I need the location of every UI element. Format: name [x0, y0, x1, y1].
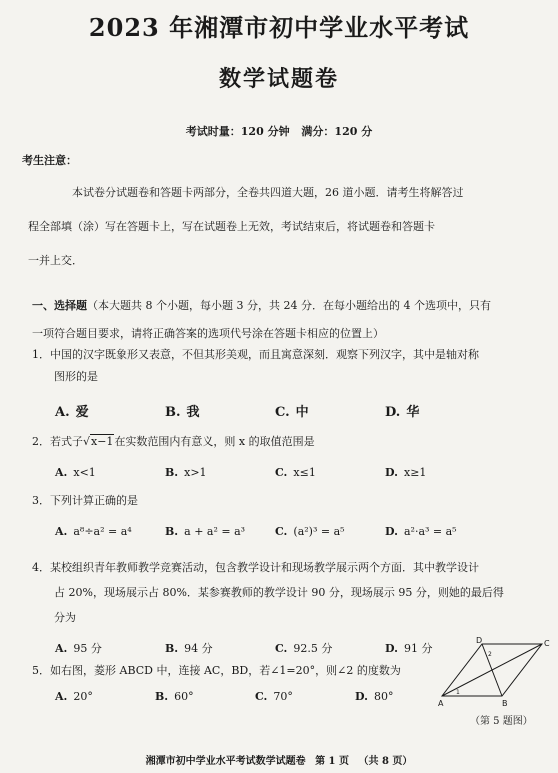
score-label: 满分：120 分 — [301, 125, 373, 138]
q2-options — [55, 466, 535, 479]
q1-option-d[interactable]: D. 华 — [385, 405, 420, 420]
q3-option-a[interactable]: A. a⁸÷a² = a⁴ — [55, 525, 132, 538]
section-desc-line1: （本大题共 8 个小题，每小题 3 分，共 24 分．在每小题给出的 4 个选项中，只有 — [87, 299, 491, 312]
question-1 — [32, 344, 542, 388]
q2-radicand: x−1 — [91, 435, 114, 448]
time-label: 考试时量：120 分钟 — [185, 125, 290, 138]
q1-option-b[interactable]: B. 我 — [165, 405, 200, 420]
q4-option-c[interactable]: C. 92.5 分 — [275, 642, 333, 655]
q2-option-b[interactable]: B. x>1 — [165, 466, 207, 479]
exam-meta — [0, 123, 558, 139]
footer-title: 湘潭市初中学业水平考试数学试题卷 — [145, 756, 306, 767]
q4-option-b[interactable]: B. 94 分 — [165, 642, 213, 655]
footer-page: 第 1 页 — [315, 756, 349, 767]
q3-option-c[interactable]: C. (a²)³ = a⁵ — [275, 525, 345, 538]
question-4 — [32, 555, 542, 630]
figure-caption: （第 5 题图） — [470, 716, 533, 727]
notice-heading: 考生注意： — [22, 154, 77, 167]
notice-line: 本试卷分试题卷和答题卡两部分，全卷共四道大题，26 道小题．请考生将解答过 — [72, 186, 464, 199]
q2-option-a[interactable]: A. x<1 — [55, 466, 96, 479]
q1-options — [55, 401, 535, 420]
exam-title: 2023 年湘潭市初中学业水平考试 — [88, 13, 470, 42]
q4-line2: 占 20%，现场展示占 80%．某参赛教师的教学设计 90 分，现场展示 95 分，则她的最后得 — [54, 586, 504, 599]
q2-suffix: 在实数范围内有意义，则 x 的取值范围是 — [114, 435, 315, 448]
question-2: 2．若式子√x−1在实数范围内有意义，则 x 的取值范围是 — [32, 435, 315, 448]
q3-option-b[interactable]: B. a + a² = a³ — [165, 525, 246, 538]
q4-line1: 4．某校组织青年教师教学竞赛活动，包含教学设计和现场教学展示两个方面．其中教学设计 — [32, 561, 479, 574]
q3-options — [55, 525, 535, 538]
vertex-label-d: D — [476, 636, 483, 645]
notice-line: 一并上交． — [28, 254, 83, 267]
q1-line2: 图形的是 — [54, 370, 98, 383]
q2-option-c[interactable]: C. x≤1 — [275, 466, 316, 479]
q1-line1: 1．中国的汉字既象形又表意，不但其形美观，而且寓意深刻．观察下列汉字，其中是轴对称 — [32, 348, 479, 361]
notice-body — [28, 176, 530, 278]
section-header — [32, 292, 542, 348]
q1-option-a[interactable]: A. 爱 — [55, 405, 89, 420]
q5-options — [55, 690, 455, 703]
q5-option-d[interactable]: D. 80° — [355, 690, 394, 703]
q3-option-d[interactable]: D. a²·a³ = a⁵ — [385, 525, 457, 538]
footer-total: （共 8 页） — [358, 756, 413, 767]
rhombus-figure — [438, 636, 550, 708]
q4-line3: 分为 — [54, 611, 76, 624]
page-footer — [0, 752, 558, 767]
q4-option-a[interactable]: A. 95 分 — [55, 642, 102, 655]
question-5 — [32, 660, 432, 682]
question-3 — [32, 490, 542, 512]
exam-subtitle: 数学试题卷 — [218, 66, 339, 92]
section-title: 一、选择题 — [32, 299, 87, 312]
section-desc-line2: 一项符合题目要求，请将正确答案的选项代号涂在答题卡相应的位置上） — [32, 327, 384, 340]
q5-option-c[interactable]: C. 70° — [255, 690, 293, 703]
q5-line1: 5．如右图，菱形 ABCD 中，连接 AC，BD，若∠1=20°，则∠2 的度数为 — [32, 664, 401, 677]
q2-option-d[interactable]: D. x≥1 — [385, 466, 427, 479]
notice-line: 程全部填（涂）写在答题卡上，写在试题卷上无效，考试结束后，将试题卷和答题卡 — [28, 220, 435, 233]
q4-option-d[interactable]: D. 91 分 — [385, 642, 433, 655]
q2-prefix: 2．若式子 — [32, 435, 83, 448]
vertex-label-b: B — [502, 699, 508, 708]
q5-option-b[interactable]: B. 60° — [155, 690, 194, 703]
q3-line1: 3．下列计算正确的是 — [32, 494, 138, 507]
vertex-label-c: C — [544, 639, 550, 648]
vertex-label-a: A — [438, 699, 444, 708]
angle-label-2: 2 — [488, 651, 492, 658]
q1-option-c[interactable]: C. 中 — [275, 405, 309, 420]
q5-option-a[interactable]: A. 20° — [55, 690, 93, 703]
angle-label-1: 1 — [456, 689, 460, 696]
diagonal-bd — [482, 644, 502, 696]
